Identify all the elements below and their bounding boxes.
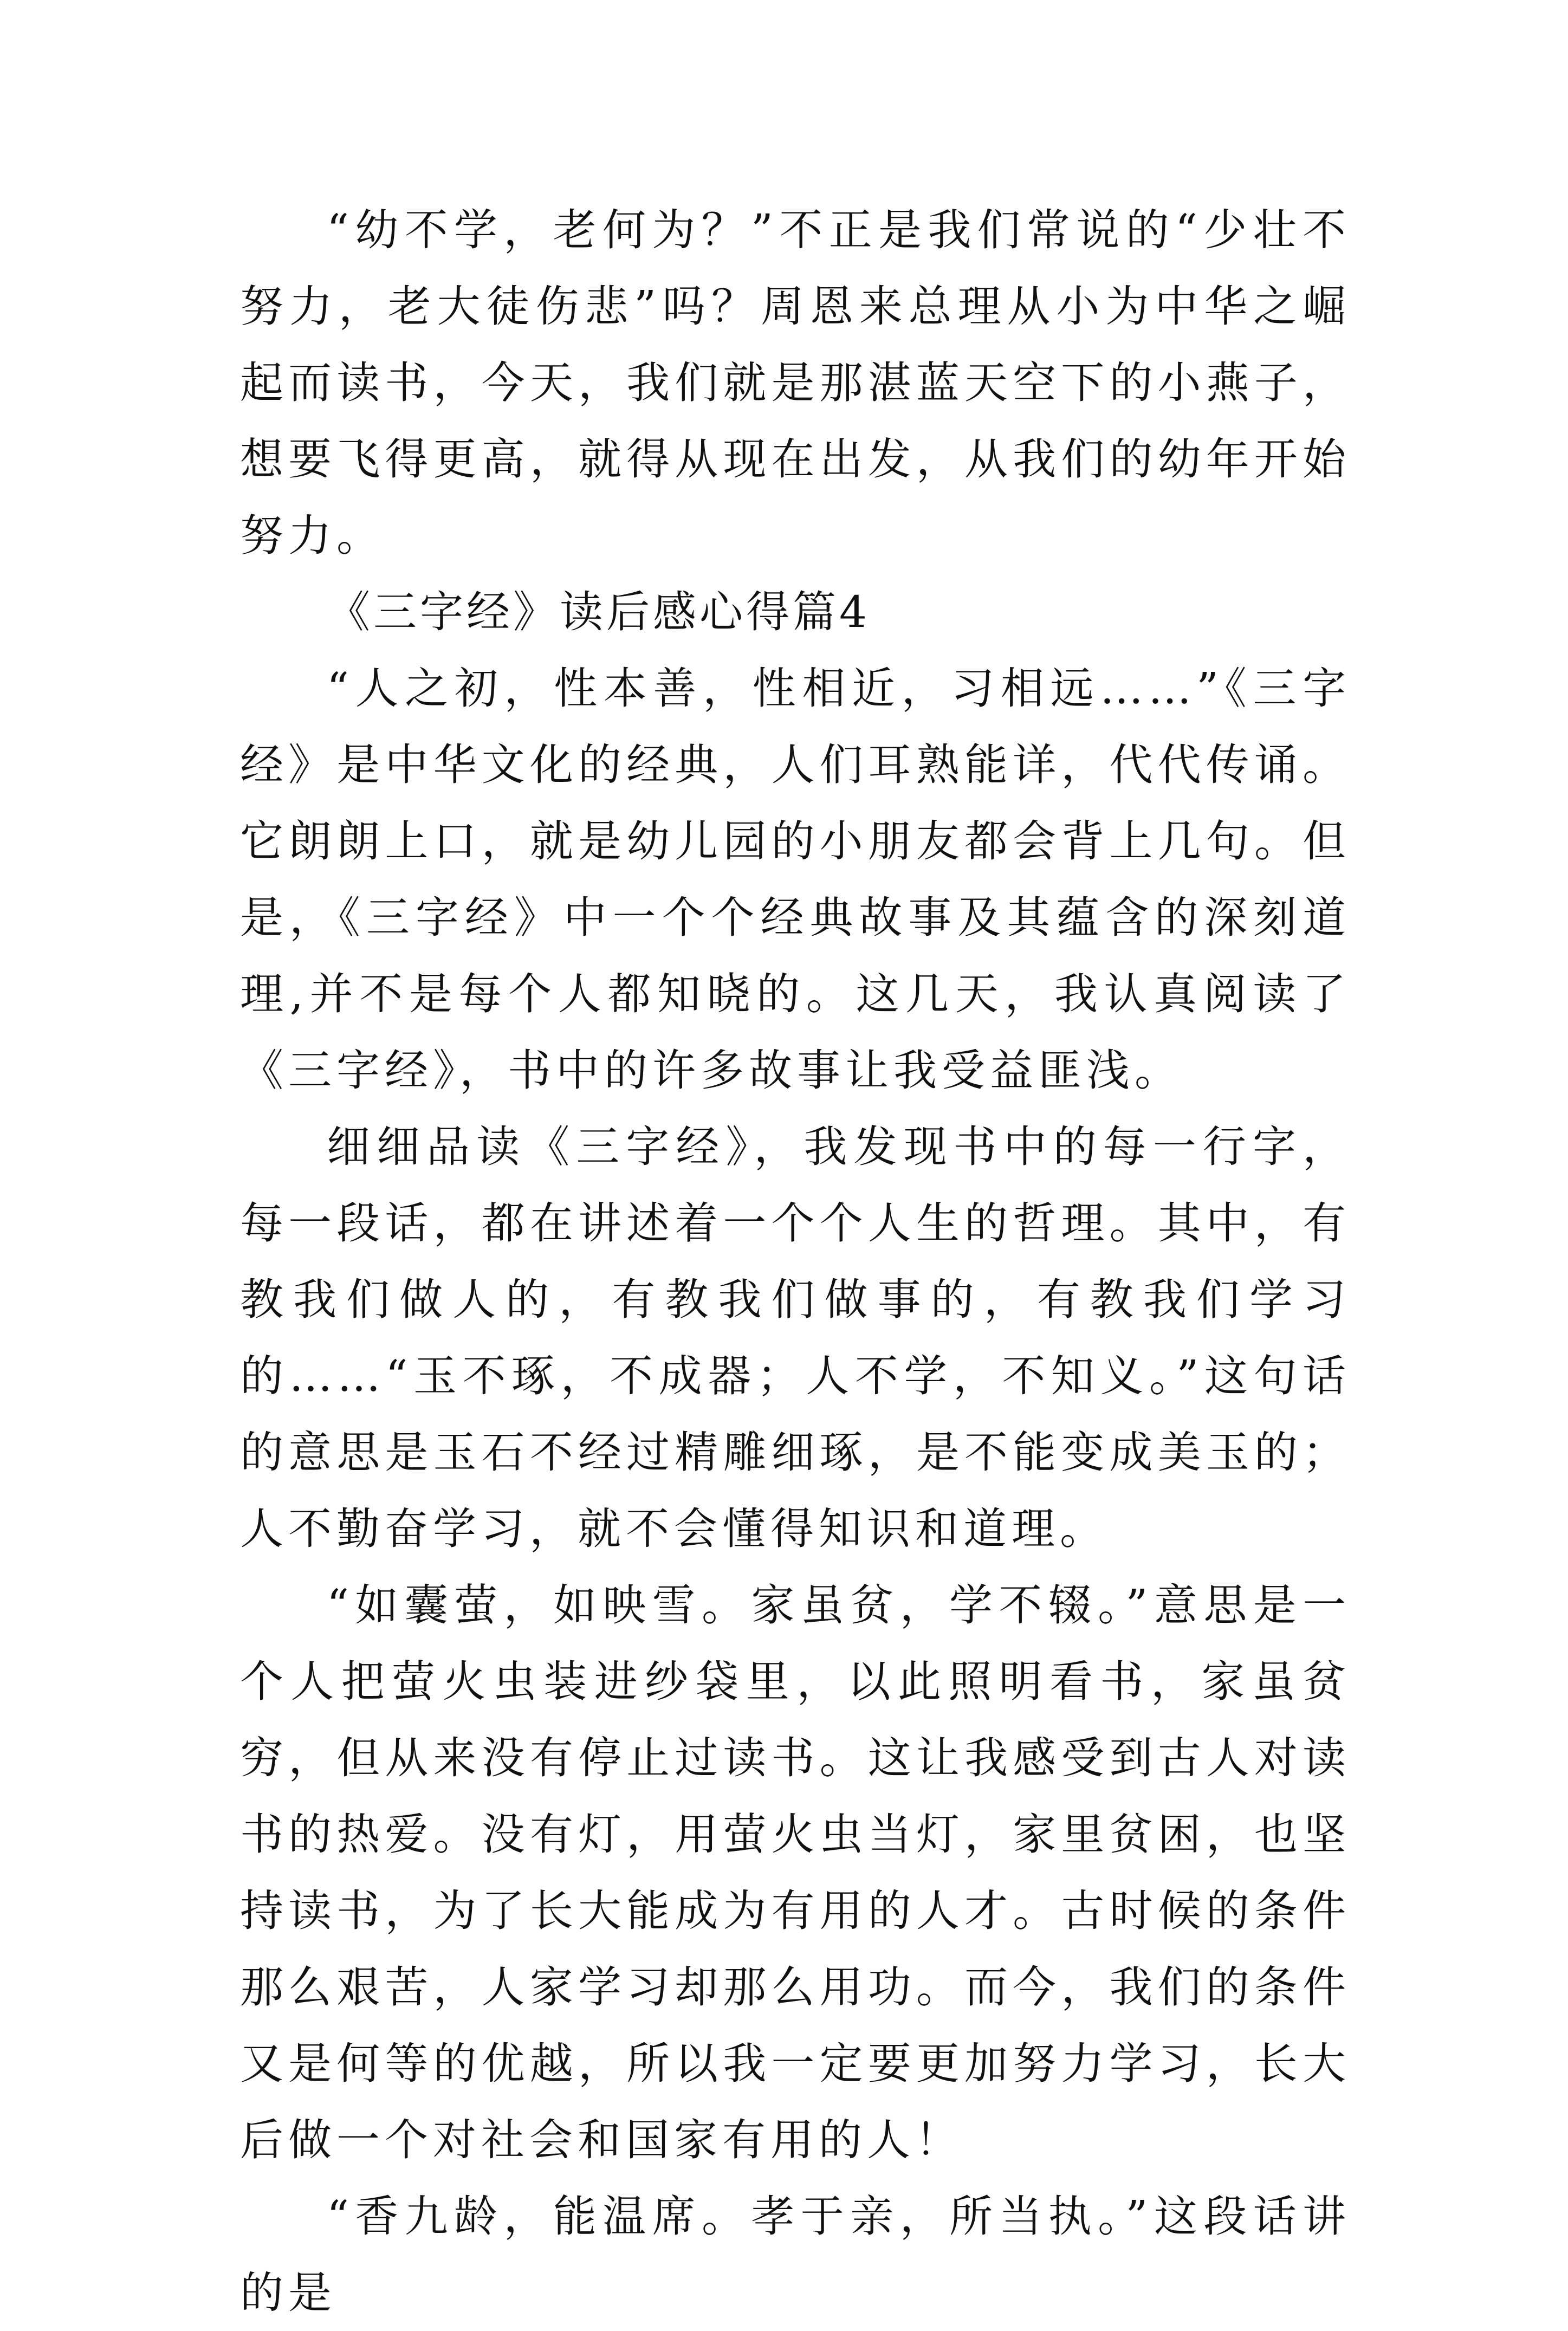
paragraph-2: “人之初，性本善，性相近，习相远……”《三字经》是中华文化的经典，人们耳熟能详，代代传诵。它朗朗上口，就是幼儿园的小朋友都会背上几句。但是，《三字经》中一个个经典故事及其蕴含的深刻道理,并不是每个人都知晓的。这几天，我认真阅读了《三字经》，书中的许多故事让我受益匪浅。	[240, 663, 1351, 1096]
paragraph-1: “幼不学，老何为？”不正是我们常说的“少壮不努力，老大徒伤悲”吗？周恩来总理从小为中华之崛起而读书，今天，我们就是那湛蓝天空下的小燕子，想要飞得更高，就得从现在出发，从我们的幼年开始努力。	[240, 205, 1351, 561]
paragraph-3: 细细品读《三字经》，我发现书中的每一行字，每一段话，都在讲述着一个个人生的哲理。其中，有教我们做人的，有教我们做事的，有教我们学习的……“玉不琢，不成器；人不学，不知义。”这句话的意思是玉石不经过精雕细琢，是不能变成美玉的；人不勤奋学习，就不会懂得知识和道理。	[240, 1122, 1351, 1554]
section-heading: 《三字经》读后感心得篇4	[327, 587, 870, 637]
document-body	[240, 192, 1351, 2331]
paragraph-4: “如囊萤，如映雪。家虽贫，学不辍。”意思是一个人把萤火虫装进纱袋里，以此照明看书，家虽贫穷，但从来没有停止过读书。这让我感受到古人对读书的热爱。没有灯，用萤火虫当灯，家里贫困，也坚持读书，为了长大能成为有用的人才。古时候的条件那么艰苦，人家学习却那么用功。而今，我们的条件又是何等的优越，所以我一定要更加努力学习，长大后做一个对社会和国家有用的人！	[240, 1580, 1351, 2165]
paragraph-5: “香九龄，能温席。孝于亲，所当执。”这段话讲的是	[240, 2191, 1351, 2318]
